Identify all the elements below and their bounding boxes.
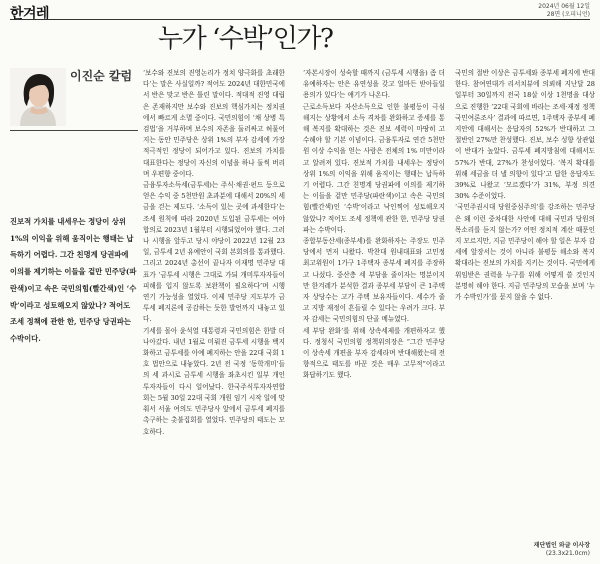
body-paragraph: 국민의 절반 이상은 금투세와 종부세 폐지에 반대한다. 참여연대가 리서치뷰에 의뢰해 지난달 28일부터 30일까지 전국 18살 이상 1천명을 대상으로 진행한 ‘22대 국회에 바라는 조세·재정 정책 국민여론조사’ 결과에 따르면, 1주택자 종부세 폐지안에 대해서는 응답자의 52%가 반대하고 그 절반인 27%만 찬성했다. 진보, 보수 성향 상관없이 반대가 높았다. 금투세 폐지방침에 대해서도 57%가 반대, 27%가 찬성이었다. ‘복지 확대를 위해 세금을 더 낼 의향이 있다’고 답한 응답자도 39%로 나왔고 ‘모르겠다’가 31%, 부정 의견 30% 수준이었다.	[455, 69, 595, 201]
body-paragraph: 종합부동산세(종부세)를 완화하자는 주장도 민주당에서 먼저 나왔다. 박찬대 원내대표와 고민정 최고위원이 1가구 1주택자 종부세 폐지를 주장하고 나섰다. 중산층 세 부담을 줄이자는 명분이지만 한겨레가 분석한 결과 종부세 부담이 큰 1주택자 상당수는 고가 주택 보유자들이다. 세수가 줄고 지방 재정이 흔들릴 수 있다는 우려가 크다. 부자 감세는 국민의힘의 단골 메뉴였다.	[303, 237, 445, 324]
publication-date: 2024년 06월 12일	[538, 3, 590, 10]
body-paragraph: 기세를 몰아 윤석열 대통령과 국민의힘은 한발 더 나아갔다. 내년 1월로 미뤄진 금투세 시행을 백지화하고 금투세를 아예 폐지하는 안을 22대 국회 1호 법안으로 내놓았다. 2년 전 국정 ‘동학개미’들의 세 과시로 금투세 시행을 좌초시킨 일부 개인투자자들이 다시 일어났다. 한국주식투자자연합회는 5월 30일 22대 국회 개원 임기 시작 일에 맞춰서 서울 여의도 민주당사 앞에서 금투세 폐지를 촉구하는 촛불집회를 열었다. 민주당의 태도는 모호하다.	[143, 326, 285, 436]
byline-rule	[10, 130, 138, 131]
summary-text: 진보적 가치를 내세우는 정당이 상위 1%의 이익을 위해 움직이는 행태는 납득하기 어렵다. 그간 친명계 당권파에 이의를 제기하는 이들을 겉만 민주당(파란색)이고 속은 국민의힘(빨간색)인 ‘수박’이라고 성토해오지 않았나? 적어도 조세 정책에 관한 한, 민주당 당권파는 수박이다.	[10, 217, 137, 343]
body-paragraph: 근로소득보다 자산소득으로 인한 불평등이 극심해지는 상황에서 소득 격차를 완화하고 증세를 통해 복지를 확대하는 것은 진보 세력이 마땅히 고수해야 할 기본 이념이다. 금융투자로 연간 5천만원 이상 수익을 얻는 사람은 전체의 1% 미만이라고 알려져 있다. 진보적 가치를 내세우는 정당이 상위 1%의 이익을 위해 움직이는 행태는 납득하기 어렵다. 그간 친명계 당권파에 이의를 제기하는 이들을 겉만 민주당(파란색)이고 속은 국민의힘(빨간색)인 ‘수박’이라고 낙인찍어 성토해오지 않았나? 적어도 조세 정책에 관한 한, 민주당 당권파는 수박이다.	[303, 102, 445, 234]
body-column-2	[303, 68, 445, 554]
body-paragraph: 세 부담 완화’를 위해 상속세제를 개편하자고 했다. 정청식 국민의힘 정책위의장은 “그간 민주당이 상속세 개편을 부자 감세라며 반대해왔는데 전향적으로 태도를 바꾼 것은 매우 고무적”이라고 화답하기도 했다.	[303, 326, 445, 380]
article-headline: 누가 ‘수박’인가?	[158, 24, 333, 54]
body-paragraph: ‘보수와 진보의 진영논리가 정치 양극화를 초래한다’는 말은 사실일까? 적어도 2024년 대한민국에서 반은 맞고 반은 틀린 말이다. 적대적 진영 대립은 존재하지만 보수와 진보의 핵심가치는 정치권에서 빠르게 소멸 중이다. 국민의힘이 ‘채 상병 특검법’을 거부하며 보수의 자존을 둘러싸고 허물어지는 동안 민주당은 상위 1%의 부자 감세에 가장 적극적인 정당이 되어가고 있다. 진보의 가치를 대표한다는 정당이 자신의 이념을 하나 둘씩 버리며 우편향 중이다.	[143, 69, 285, 178]
body-paragraph: ‘국민주권시대 당원중심주의’를 강조하는 민주당은 왜 이런 중차대한 사안에 대해 국민과 당원의 목소리를 듣지 않는가? 어떤 정치적 계산 때문인지 모르지만, 지금 민주당이 해야 할 일은 부자 감세에 앞장서는 것이 아니라 불평등 해소와 복지 확대라는 진보의 가치를 지키는 것이다. 국민에게 위임받은 권력을 누구를 위해 어떻게 쓸 것인지 분명히 해야 한다. 지금 민주당의 모습을 보며 ‘누가 수박인가’를 묻지 않을 수 없다.	[455, 203, 595, 302]
page-section: 28면 (오피니언)	[546, 11, 590, 18]
author-title: 재단법인 와글 이사장	[533, 542, 590, 549]
clipping-size: (23.3x21.0cm)	[545, 550, 590, 557]
newspaper-masthead: 한겨레	[10, 6, 50, 22]
body-column-1	[143, 68, 285, 554]
column-summary	[10, 214, 138, 348]
dateline	[538, 3, 590, 19]
body-paragraph: 금융투자소득세(금투세)는 주식·채권·펀드 등으로 얻은 수익 중 5천만원 초과분에 대해서 20%의 세금을 걷는 제도다. ‘소득이 있는 곳에 과세한다’는 조세 원칙에 따라 2020년 도입된 금투세는 여야 합의로 2023년 1월부터 시행되었어야 했다. 그러나 시행을 앞두고 당시 야당이 2022년 12월 23일, 금투세 2년 유예안이 국회 본회의를 통과했다. 그리고 2024년 총선이 끝나자 이재명 민주당 대표가 ‘금투세 시행은 그대로 가되 개미투자자들이 피해를 입지 않도록 보완책이 필요하다’며 시행 연기 가능성을 열었다. 이제 민주당 지도부가 금투세 폐지론에 공감하는 듯한 발언까지 내놓고 있다.	[143, 181, 285, 324]
author-signature	[534, 542, 590, 558]
author-portrait-image	[10, 68, 66, 126]
author-portrait	[10, 68, 66, 126]
body-column-3	[455, 68, 595, 554]
column-byline: 이진순 칼럼	[70, 69, 133, 83]
body-paragraph: ‘자본시장이 성숙할 때까지 (금투세 시행을) 좀 더 유예하자는 안은 유연성을 갖고 얼마든 받아들일 용의가 있다’는 얘기가 나온다.	[303, 69, 445, 100]
